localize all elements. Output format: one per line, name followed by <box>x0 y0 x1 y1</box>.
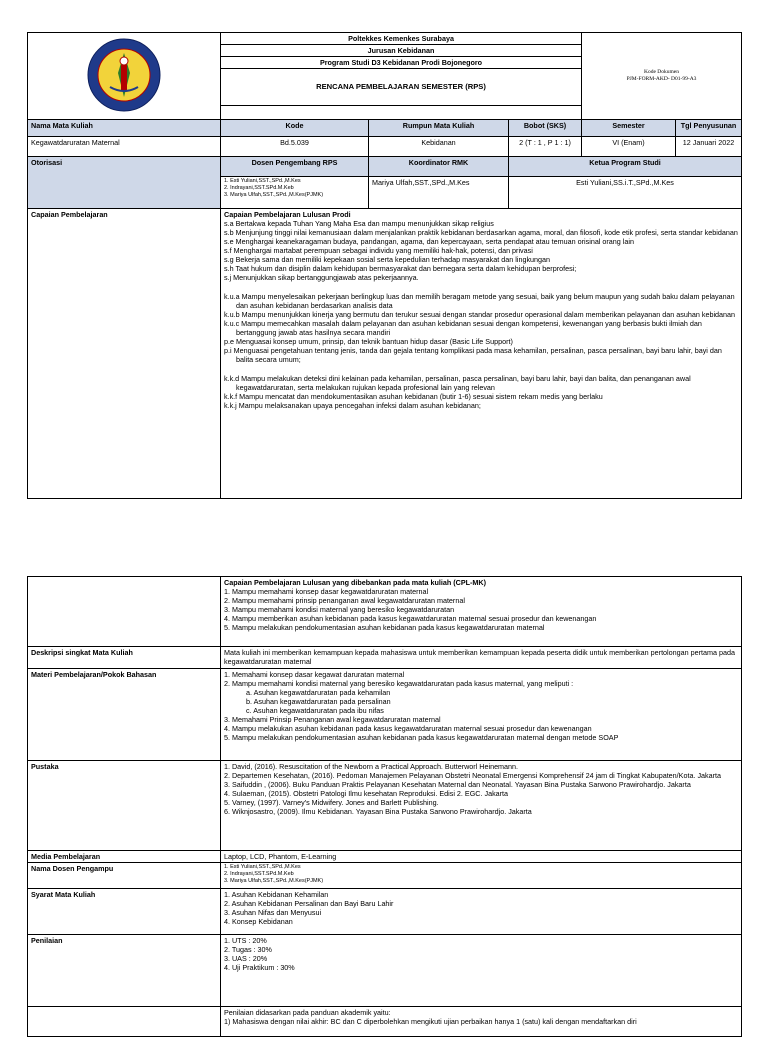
kode-dokumen-value: PJM-FORM-AKD- D01-99-A3 <box>626 76 697 82</box>
kode-dokumen-label: Kode Dokumen <box>644 69 679 76</box>
col-semester: Semester <box>582 120 676 137</box>
ku-list: k.u.a Mampu menyelesaikan pekerjaan berlingkup luas dan memilih beragam metode yang sesuai, baik yang belum maupun yang sudah baku dalam pelayanan dan asuhan kebidanan berdasarkan analisis data k.u.b Mampu menunjukkan kinerja yang bermutu dan terukur sesuai dengan standar prosedur operasional dalam memberikan pelayanan dan asuhan kebidanan k.u.c Mampu memecahkan masalah dalam pelayanan dan asuhan kebidanan sesuai dengan kompetensi, kewenangan yang berbasis bukti ilmiah dan bertanggung jawab atas hasilnya secara mandiri p.e Menguasai konsep umum, prinsip, dan teknik bantuan hidup dasar (Basic Life Support) p.i Menguasai pengetahuan tentang jenis, tanda dan gejala tentang komplikasi pada masa kehamilan, persalinan, pasca persalinan, bayi baru lahir, bayi dan balita secara umum; <box>224 292 736 364</box>
col-nama-mk: Nama Mata Kuliah <box>28 120 221 137</box>
cplmk-content: Capaian Pembelajaran Lulusan yang dibebankan pada mata kuliah (CPL-MK) 1. Mampu memahami konsep dasar kegawatdaruratan maternal 2. Mampu memahami prinsip penanganan awal kegawatdaruratan maternal 3. Mampu memahami kondisi maternal yang beresiko kegawatdaruratan 4. Mampu memberikan asuhan kebidanan pada kasus kegawatdaruratan maternal sesuai prosedur dan kewenangan 5. Mampu melakukan pendokumentasian asuhan kebidanan pada kasus kegawatdaruratan maternal <box>221 577 742 647</box>
course-kode: Bd.5.039 <box>221 137 369 157</box>
header-line-3: Program Studi D3 Kebidanan Prodi Bojonegoro <box>221 57 582 69</box>
header-line-1: Poltekkes Kemenkes Surabaya <box>221 33 582 45</box>
syarat-list: 1. Asuhan Kebidanan Kehamilan 2. Asuhan Kebidanan Persalinan dan Bayi Baru Lahir 3. Asuhan Nifas dan Menyusui 4. Konsep Kebidanan <box>221 889 742 935</box>
dosen-pengembang-head: Dosen Pengembang RPS <box>221 157 369 177</box>
rps-detail-table <box>27 576 742 1037</box>
poltekkes-logo <box>86 37 162 113</box>
deskripsi-label: Deskripsi singkat Mata Kuliah <box>28 647 221 669</box>
syarat-label: Syarat Mata Kuliah <box>28 889 221 935</box>
deskripsi-text: Mata kuliah ini memberikan kemampuan kepada mahasiswa untuk memberikan kemampuan kepada peserta didik untuk memberikan pertolongan pertama pada kegawatdaruratan maternal <box>221 647 742 669</box>
penilaian-list: 1. UTS : 20% 2. Tugas : 30% 3. UAS : 20% 4. Uji Praktikum : 30% <box>221 935 742 1007</box>
cplmk-heading: Capaian Pembelajaran Lulusan yang dibebankan pada mata kuliah (CPL-MK) <box>224 578 487 587</box>
header-empty <box>221 106 582 120</box>
col-bobot: Bobot (SKS) <box>509 120 582 137</box>
col-kode: Kode <box>221 120 369 137</box>
pengampu-label: Nama Dosen Pengampu <box>28 863 221 889</box>
document-title: RENCANA PEMBELAJARAN SEMESTER (RPS) <box>221 69 582 106</box>
col-tgl: Tgl Penyusunan <box>676 120 742 137</box>
otorisasi-label: Otorisasi <box>28 157 221 209</box>
capaian-content <box>221 209 742 499</box>
kode-dokumen-cell <box>582 33 742 120</box>
penilaian-note-label <box>28 1007 221 1037</box>
pustaka-label: Pustaka <box>28 761 221 851</box>
course-semester: VI (Enam) <box>582 137 676 157</box>
logo-cell <box>28 33 221 120</box>
header-line-2: Jurusan Kebidanan <box>221 45 582 57</box>
pengampu-list: 1. Esti Yuliani,SST.,SPd.,M.Kes 2. Indrayani,SST.SPd.M.Keb 3. Mariya Ulfah,SST.,SPd.,M.Kes(PJMK) <box>221 863 742 889</box>
kk-list: k.k.d Mampu melakukan deteksi dini kelainan pada kehamilan, persalinan, pasca persalinan, bayi baru lahir, bayi dan balita, dan penanganan awal kegawatdaruratan, serta melakukan rujukan kepada profesional lain yang relevan k.k.f Mampu mencatat dan mendokumentasikan asuhan kebidanan (butir 1-6) sesuai sistem rekam medis yang berlaku k.k.j Mampu melaksanakan upaya pencegahan infeksi dalam asuhan kebidanan; <box>224 374 691 410</box>
materi-label: Materi Pembelajaran/Pokok Bahasan <box>28 669 221 761</box>
cplmk-label <box>28 577 221 647</box>
ketua-head: Ketua Program Studi <box>509 157 742 177</box>
sikap-list: s.a Bertakwa kepada Tuhan Yang Maha Esa dan mampu menunjukkan sikap religius s.b Menjunjung tinggi nilai kemanusiaan dalam menjalankan praktik kebidanan berdasarkan agama, moral, dan filosofi, kode etik profesi, serta standar kebidanan s.e Menghargai keanekaragaman budaya, pandangan, agama, dan kepercayaan, serta pendapat atau temuan orisinal orang lain s.f Menghargai martabat perempuan sebagai individu yang memiliki hak-hak, potensi, dan privasi s.g Bekerja sama dan memiliki kepekaan sosial serta kepedulian terhadap masyarakat dan lingkungan s.h Taat hukum dan disiplin dalam kehidupan bermasyarakat dan bernegara serta dalam kehidupan berprofesi; s.j Menunjukkan sikap bertanggungjawab atas pekerjaannya. <box>224 219 738 282</box>
materi-content: 1. Memahami konsep dasar kegawat daruratan maternal 2. Mampu memahami kondisi maternal yang beresiko kegawatdaruratan pada kasus maternal, yang meliputi : a. Asuhan kegawatdaruratan pada kehamilan b. Asuhan kegawatdaruratan pada persalinan c. Asuhan kegawatdaruratan pada ibu nifas 3. Memahami Prinsip Penanganan awal kegawatdaruratan maternal 4. Mampu melakukan asuhan kebidanan pada kasus kegawatdaruratan maternal sesuai prosedur dan kewenangan 5. Mampu melakukan pendokumentasian asuhan kebidanan pada kasus kegawatdaruratan maternal dengan metode SOAP <box>221 669 742 761</box>
koordinator-name: Mariya Ulfah,SST.,SPd.,M.Kes <box>369 177 509 209</box>
course-rumpun: Kebidanan <box>369 137 509 157</box>
course-nama: Kegawatdaruratan Maternal <box>28 137 221 157</box>
pustaka-content: 1. David, (2016). Resuscitation of the Newborn a Practical Approach. Butterworl Heinemann. 2. Departemen Kesehatan, (2016). Pedoman Manajemen Pelayanan Obstetri Neonatal Emergensi Komprehensif 24 jam di Tingkat Kabupaten/Kota. Jakarta 3. Saifuddin , (2006). Buku Panduan Praktis Pelayanan Kesehatan Maternal dan Neonatal. Yayasan Bina Pustaka Sarwono Prawirohardjo. Jakarta 4. Sulaeman, (2015). Obstetri Patologi Ilmu kesehatan Reproduksi. Edisi 2. EGC. Jakarta 5. Varney, (1997). Varney's Midwifery. Jones and Barlett Publishing. 6. Wiknjosastro, (2009). Ilmu Kebidanan. Yayasan Bina Pustaka Sarwono Prawirohardjo. Jakarta <box>221 761 742 851</box>
course-tgl: 12 Januari 2022 <box>676 137 742 157</box>
capaian-heading: Capaian Pembelajaran Lulusan Prodi <box>224 210 351 219</box>
rps-header-table <box>27 32 742 499</box>
penilaian-note: Penilaian didasarkan pada panduan akademik yaitu: 1) Mahasiswa dengan nilai akhir: BC dan C diperbolehkan mengikuti ujian perbaikan hanya 1 (satu) kali dengan mendaftarkan diri <box>221 1007 742 1037</box>
dosen-pengembang-list: 1. Esti Yuliani,SST.,SPd.,M.Kes 2. Indrayani,SST.SPd.M.Keb 3. Mariya Ulfah,SST.,SPd.,M.Kes(PJMK) <box>221 177 369 209</box>
media-text: Laptop, LCD, Phantom, E-Learning <box>221 851 742 863</box>
course-bobot: 2 (T : 1 , P 1 : 1) <box>509 137 582 157</box>
koordinator-head: Koordinator RMK <box>369 157 509 177</box>
media-label: Media Pembelajaran <box>28 851 221 863</box>
ketua-name: Esti Yuliani,SS.i.T.,SPd.,M.Kes <box>509 177 742 209</box>
capaian-label: Capaian Pembelajaran <box>28 209 221 499</box>
penilaian-label: Penilaian <box>28 935 221 1007</box>
col-rumpun: Rumpun Mata Kuliah <box>369 120 509 137</box>
